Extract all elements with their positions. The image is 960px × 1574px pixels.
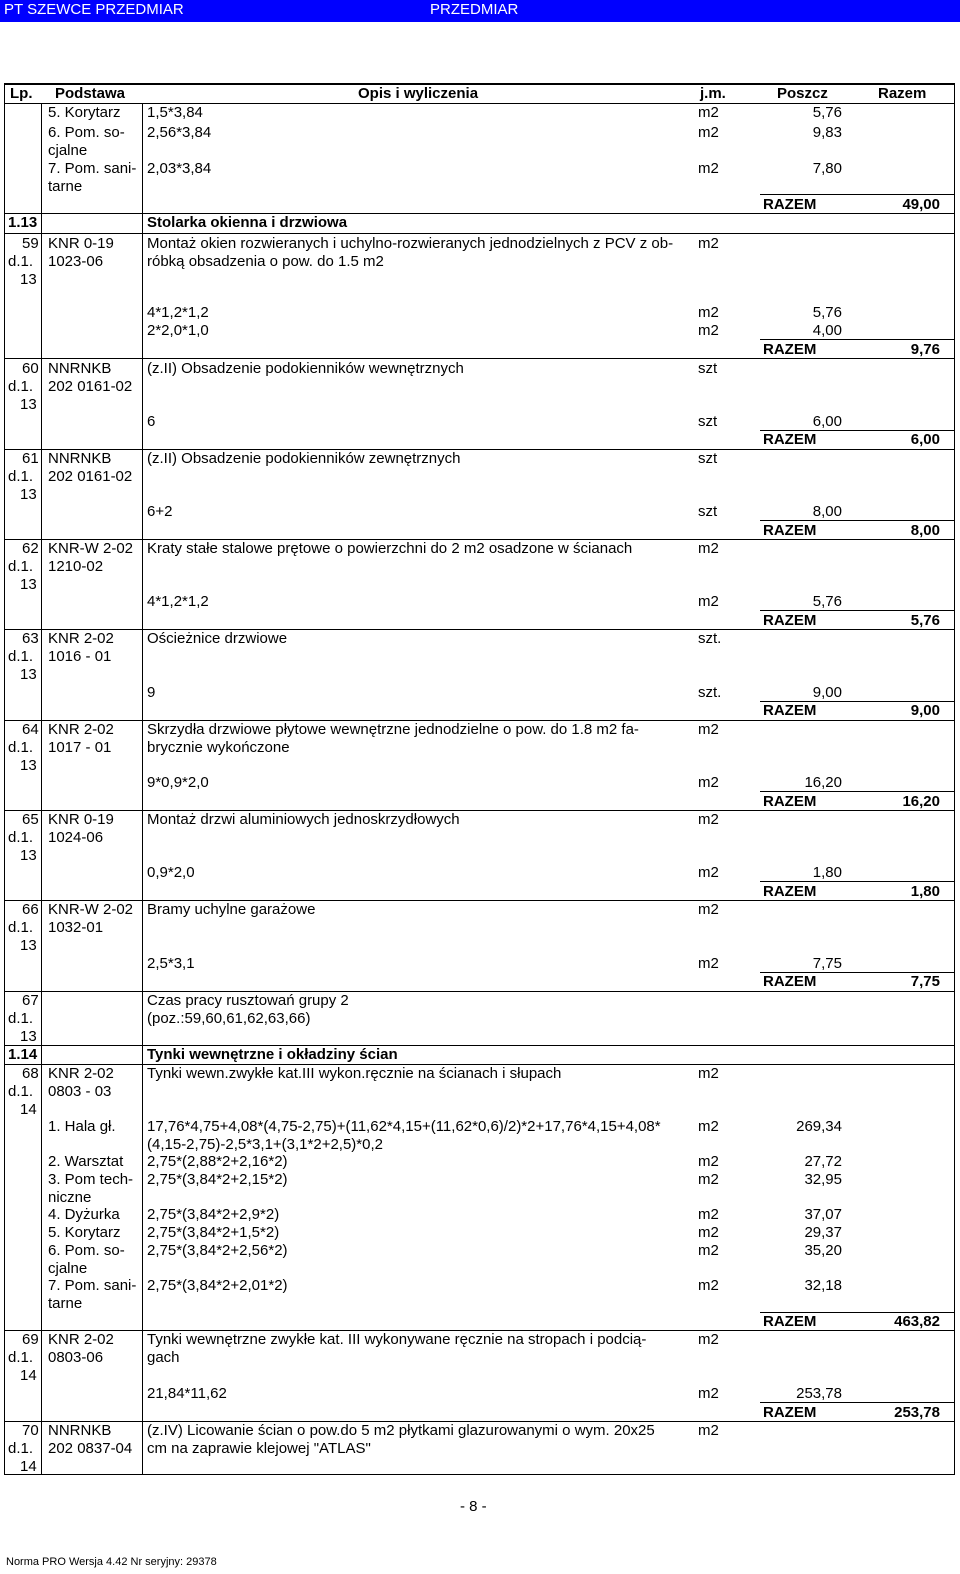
position-description: Ościeżnice drzwiowe: [147, 630, 288, 647]
position-unit: m2: [698, 1065, 719, 1082]
room-name-cont: cjalne: [48, 1260, 88, 1277]
position-description-cont: brycznie wykończone: [147, 739, 290, 756]
calc-expression: 2,75*(2,88*2+2,16*2): [147, 1153, 288, 1170]
row-name-cont: tarne: [48, 178, 83, 195]
calc-expression: 2,75*(3,84*2+2,56*2): [147, 1242, 288, 1259]
razem-label: RAZEM: [763, 793, 817, 810]
razem-label: RAZEM: [763, 1404, 817, 1421]
position-description: Tynki wewn.zwykłe kat.III wykon.ręcznie na ścianach i słupach: [147, 1065, 562, 1082]
calc-unit: szt.: [698, 684, 722, 701]
room-name-cont: tarne: [48, 1295, 83, 1312]
position-base: KNR 2-02: [48, 1331, 114, 1348]
calc-unit: m2: [698, 322, 719, 339]
position-base: NNRNKB: [48, 450, 112, 467]
position-unit: m2: [698, 721, 719, 738]
calc-expression: 2,75*(3,84*2+2,15*2): [147, 1171, 288, 1188]
position-unit: m2: [698, 540, 719, 557]
calc-expression: 21,84*11,62: [147, 1385, 227, 1402]
position-description: (z.IV) Licowanie ścian o pow.do 5 m2 płytkami glazurowanymi o wym. 20x25: [147, 1422, 655, 1439]
razem-value: 49,00: [902, 196, 940, 213]
calc-expression: 9: [147, 684, 156, 701]
calc-value: 27,72: [804, 1153, 842, 1170]
table-bottom-border: [4, 1474, 955, 1475]
position-number: 62: [22, 540, 39, 557]
calc-value: 37,07: [804, 1206, 842, 1223]
calc-expression: 2,75*(3,84*2+1,5*2): [147, 1224, 280, 1241]
calc-unit: m2: [698, 1242, 719, 1259]
position-base: KNR 0-19: [48, 811, 114, 828]
position-number: 68: [22, 1065, 39, 1082]
position-number: 60: [22, 360, 39, 377]
calc-expression-cont: (4,15-2,75)-2,5*3,1+(3,1*2+2,5)*0,2: [147, 1136, 383, 1153]
calc-unit: m2: [698, 1277, 719, 1294]
position-number-suffix: 14: [20, 1101, 37, 1118]
position-base-cont: 202 0837-04: [48, 1440, 133, 1457]
position-base-cont: 1024-06: [48, 829, 104, 846]
razem-value: 9,76: [910, 341, 940, 358]
position-number: 69: [22, 1331, 39, 1348]
position-number-suffix: 13: [20, 271, 37, 288]
razem-divider: [760, 520, 955, 521]
position-number-suffix: d.1.: [8, 468, 34, 485]
calc-unit: szt: [698, 503, 718, 520]
razem-label: RAZEM: [763, 702, 817, 719]
position-number-suffix: d.1.: [8, 558, 34, 575]
header-lp: Lp.: [10, 85, 33, 102]
position-number-suffix: 13: [20, 576, 37, 593]
calc-unit: m2: [698, 1224, 719, 1241]
position-number-suffix: d.1.: [8, 1440, 34, 1457]
calc-value: 29,37: [804, 1224, 842, 1241]
position-number-suffix: 14: [20, 1367, 37, 1384]
row-name: 7. Pom. sani-: [48, 160, 137, 177]
header-poszcz: Poszcz: [777, 85, 828, 102]
position-base-cont: 0803 - 03: [48, 1083, 112, 1100]
calc-unit: m2: [698, 593, 719, 610]
col-divider-lp: [41, 103, 42, 1475]
position-number-suffix: 13: [20, 847, 37, 864]
position-description: Montaż drzwi aluminiowych jednoskrzydłowych: [147, 811, 460, 828]
calc-value: 32,18: [804, 1277, 842, 1294]
calc-value: 9,00: [812, 684, 842, 701]
razem-value: 253,78: [894, 1404, 940, 1421]
table-right-border: [954, 83, 955, 1475]
razem-value: 8,00: [910, 522, 940, 539]
position-base-cont: 1016 - 01: [48, 648, 112, 665]
position-unit: m2: [698, 1331, 719, 1348]
position-description: Czas pracy rusztowań grupy 2: [147, 992, 349, 1009]
position-description-cont: cm na zaprawie klejowej "ATLAS": [147, 1440, 371, 1457]
position-number: 61: [22, 450, 39, 467]
calc-value: 8,00: [812, 503, 842, 520]
razem-value: 9,00: [910, 702, 940, 719]
section-divider: [4, 233, 955, 234]
header-podstawa: Podstawa: [55, 85, 126, 102]
calc-value: 32,95: [804, 1171, 842, 1188]
row-unit: m2: [698, 104, 719, 121]
section-title: Stolarka okienna i drzwiowa: [147, 214, 348, 231]
header-razem: Razem: [878, 85, 927, 102]
position-base: KNR-W 2-02: [48, 540, 134, 557]
calc-value: 6,00: [812, 413, 842, 430]
razem-divider: [760, 791, 955, 792]
razem-value: 5,76: [910, 612, 940, 629]
col-divider-podstawa: [142, 103, 143, 1475]
position-number-suffix: 14: [20, 1458, 37, 1475]
section-number: 1.13: [8, 214, 38, 231]
position-number-suffix: 13: [20, 1028, 37, 1045]
calc-expression: 6+2: [147, 503, 173, 520]
calc-unit: m2: [698, 1171, 719, 1188]
position-description: Montaż okien rozwieranych i uchylno-rozwieranych jednodzielnych z PCV z ob-: [147, 235, 674, 252]
position-description: Tynki wewnętrzne zwykłe kat. III wykonywane ręcznie na stropach i podcią-: [147, 1331, 647, 1348]
room-name: 1. Hala gł.: [48, 1118, 116, 1135]
row-calc: 2,03*3,84: [147, 160, 212, 177]
calc-expression: 6: [147, 413, 156, 430]
calc-expression: 2,75*(3,84*2+2,01*2): [147, 1277, 288, 1294]
banner-left-title: PT SZEWCE PRZEDMIAR: [4, 1, 184, 18]
razem-value: 7,75: [910, 973, 940, 990]
calc-value: 7,75: [812, 955, 842, 972]
position-base-cont: 0803-06: [48, 1349, 104, 1366]
position-unit: m2: [698, 811, 719, 828]
position-base: KNR 2-02: [48, 721, 114, 738]
calc-value: 35,20: [804, 1242, 842, 1259]
header-opis: Opis i wyliczenia: [358, 85, 479, 102]
razem-value: 6,00: [910, 431, 940, 448]
calc-expression: 4*1,2*1,2: [147, 304, 209, 321]
calc-unit: m2: [698, 1153, 719, 1170]
position-number: 59: [22, 235, 39, 252]
calc-value: 253,78: [796, 1385, 842, 1402]
position-number-suffix: d.1.: [8, 378, 34, 395]
calc-value: 5,76: [812, 593, 842, 610]
row-calc: 1,5*3,84: [147, 104, 203, 121]
calc-unit: m2: [698, 864, 719, 881]
position-number: 70: [22, 1422, 39, 1439]
position-unit: szt: [698, 360, 718, 377]
razem-divider: [760, 1402, 955, 1403]
razem-label: RAZEM: [763, 522, 817, 539]
row-name: 5. Korytarz: [48, 104, 121, 121]
room-name: 7. Pom. sani-: [48, 1277, 137, 1294]
position-base: NNRNKB: [48, 360, 112, 377]
calc-expression: 9*0,9*2,0: [147, 774, 209, 791]
razem-label: RAZEM: [763, 431, 817, 448]
calc-unit: m2: [698, 1118, 719, 1135]
row-calc: 2,56*3,84: [147, 124, 212, 141]
calc-expression: 2,75*(3,84*2+2,9*2): [147, 1206, 280, 1223]
position-number: 67: [22, 992, 39, 1009]
position-number: 64: [22, 721, 39, 738]
position-unit: m2: [698, 901, 719, 918]
header-jm: j.m.: [700, 85, 726, 102]
razem-label: RAZEM: [763, 973, 817, 990]
position-description: Kraty stałe stalowe prętowe o powierzchni do 2 m2 osadzone w ścianach: [147, 540, 633, 557]
calc-unit: m2: [698, 304, 719, 321]
position-number-suffix: 13: [20, 757, 37, 774]
document-banner: [0, 0, 960, 22]
room-name: 3. Pom tech-: [48, 1171, 134, 1188]
position-number-suffix: d.1.: [8, 1010, 34, 1027]
calc-value: 269,34: [796, 1118, 842, 1135]
position-number-suffix: d.1.: [8, 648, 34, 665]
position-base: KNR 2-02: [48, 630, 114, 647]
position-unit: szt: [698, 450, 718, 467]
position-base: KNR 0-19: [48, 235, 114, 252]
table-left-border: [4, 83, 5, 1475]
position-description-cont: róbką obsadzenia o pow. do 1.5 m2: [147, 253, 384, 270]
position-description: (z.II) Obsadzenie podokienników wewnętrznych: [147, 360, 464, 377]
calc-expression: 0,9*2,0: [147, 864, 195, 881]
room-name: 5. Korytarz: [48, 1224, 121, 1241]
razem-label: RAZEM: [763, 612, 817, 629]
position-description: Skrzydła drzwiowe płytowe wewnętrzne jednodzielne o pow. do 1.8 m2 fa-: [147, 721, 639, 738]
razem-label: RAZEM: [763, 1313, 817, 1330]
position-description-cont: gach: [147, 1349, 180, 1366]
position-number-suffix: d.1.: [8, 739, 34, 756]
row-unit: m2: [698, 160, 719, 177]
position-base: KNR-W 2-02: [48, 901, 134, 918]
position-description-cont: (poz.:59,60,61,62,63,66): [147, 1010, 311, 1027]
position-base-cont: 202 0161-02: [48, 378, 133, 395]
position-number: 66: [22, 901, 39, 918]
banner-right-title: PRZEDMIAR: [430, 1, 519, 18]
position-unit: m2: [698, 1422, 719, 1439]
razem-divider: [760, 339, 955, 340]
row-name-cont: cjalne: [48, 142, 88, 159]
row-value: 7,80: [812, 160, 842, 177]
position-number-suffix: 13: [20, 666, 37, 683]
row-value: 9,83: [812, 124, 842, 141]
calc-expression: 2*2,0*1,0: [147, 322, 209, 339]
position-base: NNRNKB: [48, 1422, 112, 1439]
position-divider: [4, 358, 955, 359]
position-description: (z.II) Obsadzenie podokienników zewnętrznych: [147, 450, 461, 467]
position-base-cont: 1017 - 01: [48, 739, 112, 756]
calc-unit: m2: [698, 955, 719, 972]
position-number-suffix: 13: [20, 396, 37, 413]
position-number-suffix: d.1.: [8, 1349, 34, 1366]
room-name: 6. Pom. so-: [48, 1242, 125, 1259]
position-number-suffix: 13: [20, 937, 37, 954]
razem-divider: [760, 881, 955, 882]
position-base-cont: 202 0161-02: [48, 468, 133, 485]
position-base: KNR 2-02: [48, 1065, 114, 1082]
room-name: 2. Warsztat: [48, 1153, 124, 1170]
calc-unit: m2: [698, 1206, 719, 1223]
calc-value: 4,00: [812, 322, 842, 339]
position-number: 63: [22, 630, 39, 647]
footer-software-info: Norma PRO Wersja 4.42 Nr seryjny: 29378: [6, 1556, 217, 1568]
position-unit: szt.: [698, 630, 722, 647]
position-unit: m2: [698, 235, 719, 252]
section-title: Tynki wewnętrzne i okładziny ścian: [147, 1046, 398, 1063]
razem-value: 16,20: [902, 793, 940, 810]
calc-unit: m2: [698, 774, 719, 791]
razem-divider: [760, 610, 955, 611]
position-base-cont: 1032-01: [48, 919, 104, 936]
room-name-cont: niczne: [48, 1189, 92, 1206]
razem-divider: [760, 194, 955, 195]
position-number-suffix: d.1.: [8, 1083, 34, 1100]
position-base-cont: 1023-06: [48, 253, 104, 270]
position-description: Bramy uchylne garażowe: [147, 901, 316, 918]
razem-label: RAZEM: [763, 341, 817, 358]
section-number: 1.14: [8, 1046, 38, 1063]
position-number-suffix: d.1.: [8, 829, 34, 846]
razem-value: 1,80: [910, 883, 940, 900]
calc-value: 16,20: [804, 774, 842, 791]
calc-expression: 2,5*3,1: [147, 955, 195, 972]
room-name: 4. Dyżurka: [48, 1206, 120, 1223]
row-unit: m2: [698, 124, 719, 141]
calc-unit: m2: [698, 1385, 719, 1402]
calc-expression: 17,76*4,75+4,08*(4,75-2,75)+(11,62*4,15+(11,62*0,6)/2)*2+17,76*4,15+4,08*: [147, 1118, 661, 1135]
position-number-suffix: d.1.: [8, 253, 34, 270]
razem-label: RAZEM: [763, 883, 817, 900]
position-number-suffix: d.1.: [8, 919, 34, 936]
calc-unit: szt: [698, 413, 718, 430]
calc-value: 1,80: [812, 864, 842, 881]
row-name: 6. Pom. so-: [48, 124, 125, 141]
row-value: 5,76: [812, 104, 842, 121]
position-number: 65: [22, 811, 39, 828]
razem-label: RAZEM: [763, 196, 817, 213]
page-number: - 8 -: [460, 1498, 487, 1515]
position-base-cont: 1210-02: [48, 558, 104, 575]
position-number-suffix: 13: [20, 486, 37, 503]
calc-expression: 4*1,2*1,2: [147, 593, 209, 610]
razem-value: 463,82: [894, 1313, 940, 1330]
calc-value: 5,76: [812, 304, 842, 321]
